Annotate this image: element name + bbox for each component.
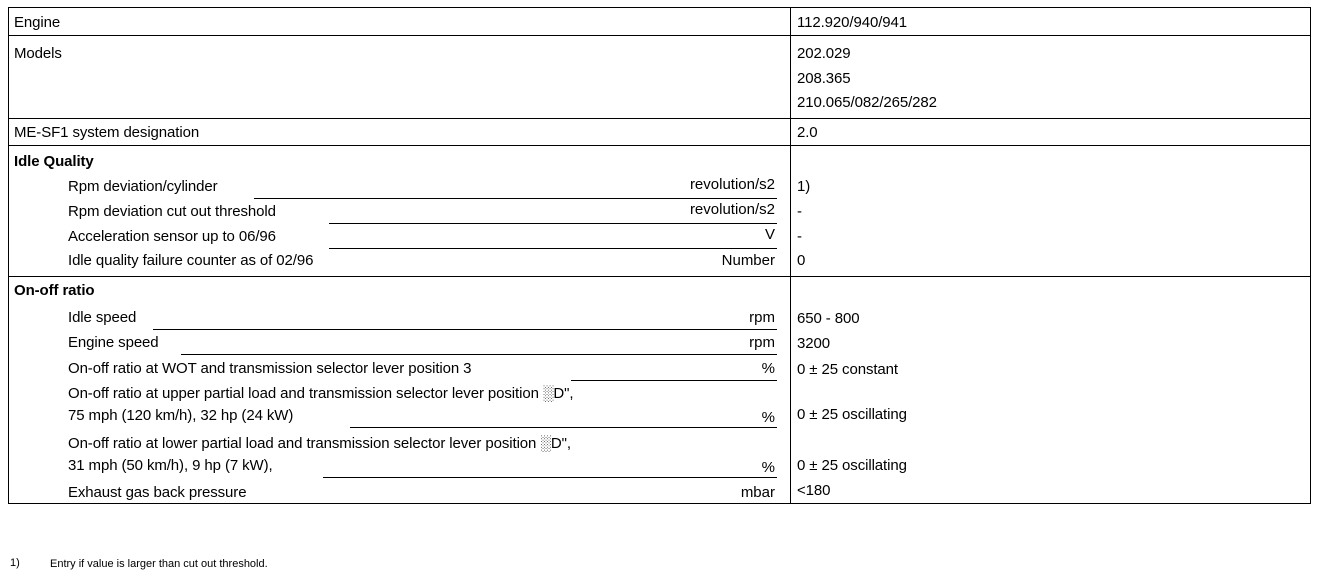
idle-quality-row-value: - [797,228,802,245]
engine-label: Engine [14,14,61,31]
leader-line [254,198,777,199]
on-off-row-value: <180 [797,482,831,499]
on-off-row-label: Exhaust gas back pressure [68,484,247,501]
idle-quality-row-unit: V [764,226,775,243]
leader-line [153,329,777,330]
on-off-row-unit: mbar [740,484,775,501]
idle-quality-row-value: 0 [797,252,806,269]
row-divider [9,35,1310,36]
on-off-row-unit: rpm [749,334,775,351]
footnote-marker: 1) [10,557,20,569]
on-off-row-unit: % [761,459,775,476]
idle-quality-row-value: 1) [797,178,811,195]
models-value: 210.065/082/265/282 [797,94,937,111]
idle-quality-row-label: Rpm deviation/cylinder [68,178,218,195]
on-off-row-unit: % [761,409,775,426]
row-divider [9,276,1310,277]
footnote-text: Entry if value is larger than cut out threshold. [50,558,268,570]
leader-line [329,223,777,224]
system-designation-label: ME-SF1 system designation [14,124,200,141]
on-off-ratio-title: On-off ratio [14,282,95,299]
idle-quality-row-unit: Number [721,252,775,269]
on-off-row-value: 0 ± 25 oscillating [797,457,907,474]
on-off-row-label: Idle speed [68,309,137,326]
on-off-row-unit: rpm [749,309,775,326]
idle-quality-title: Idle Quality [14,153,94,170]
idle-quality-row-unit: revolution/s2 [689,201,775,218]
models-value: 202.029 [797,45,851,62]
idle-quality-row-unit: revolution/s2 [689,176,775,193]
idle-quality-row-value: - [797,203,802,220]
on-off-row-value: 0 ± 25 oscillating [797,406,907,423]
leader-line [323,477,777,478]
models-value: 208.365 [797,70,851,87]
on-off-row-value: 650 - 800 [797,310,860,327]
on-off-row-label: Engine speed [68,334,159,351]
on-off-row-label: On-off ratio at WOT and transmission selector lever position 3 [68,360,472,377]
idle-quality-row-label: Idle quality failure counter as of 02/96 [68,252,314,269]
idle-quality-row-label: Rpm deviation cut out threshold [68,203,276,220]
on-off-row-value: 0 ± 25 constant [797,361,898,378]
leader-line [329,248,777,249]
idle-quality-row-label: Acceleration sensor up to 06/96 [68,228,276,245]
on-off-row-label: 75 mph (120 km/h), 32 hp (24 kW) [68,407,294,424]
row-divider [9,145,1310,146]
models-label: Models [14,45,62,62]
on-off-row-value: 3200 [797,335,830,352]
on-off-row-label-line1: On-off ratio at lower partial load and transmission selector lever position ░D", [68,435,571,452]
engine-value: 112.920/940/941 [797,14,907,31]
leader-line [571,380,777,381]
on-off-row-label: 31 mph (50 km/h), 9 hp (7 kW), [68,457,273,474]
column-divider [790,8,791,503]
on-off-row-unit: % [761,360,775,377]
row-divider [9,118,1310,119]
engine-spec-table [8,7,1311,504]
system-designation-value: 2.0 [797,124,818,141]
leader-line [181,354,777,355]
on-off-row-label-line1: On-off ratio at upper partial load and transmission selector lever position ░D", [68,385,574,402]
leader-line [350,427,777,428]
leader-line [294,503,728,504]
